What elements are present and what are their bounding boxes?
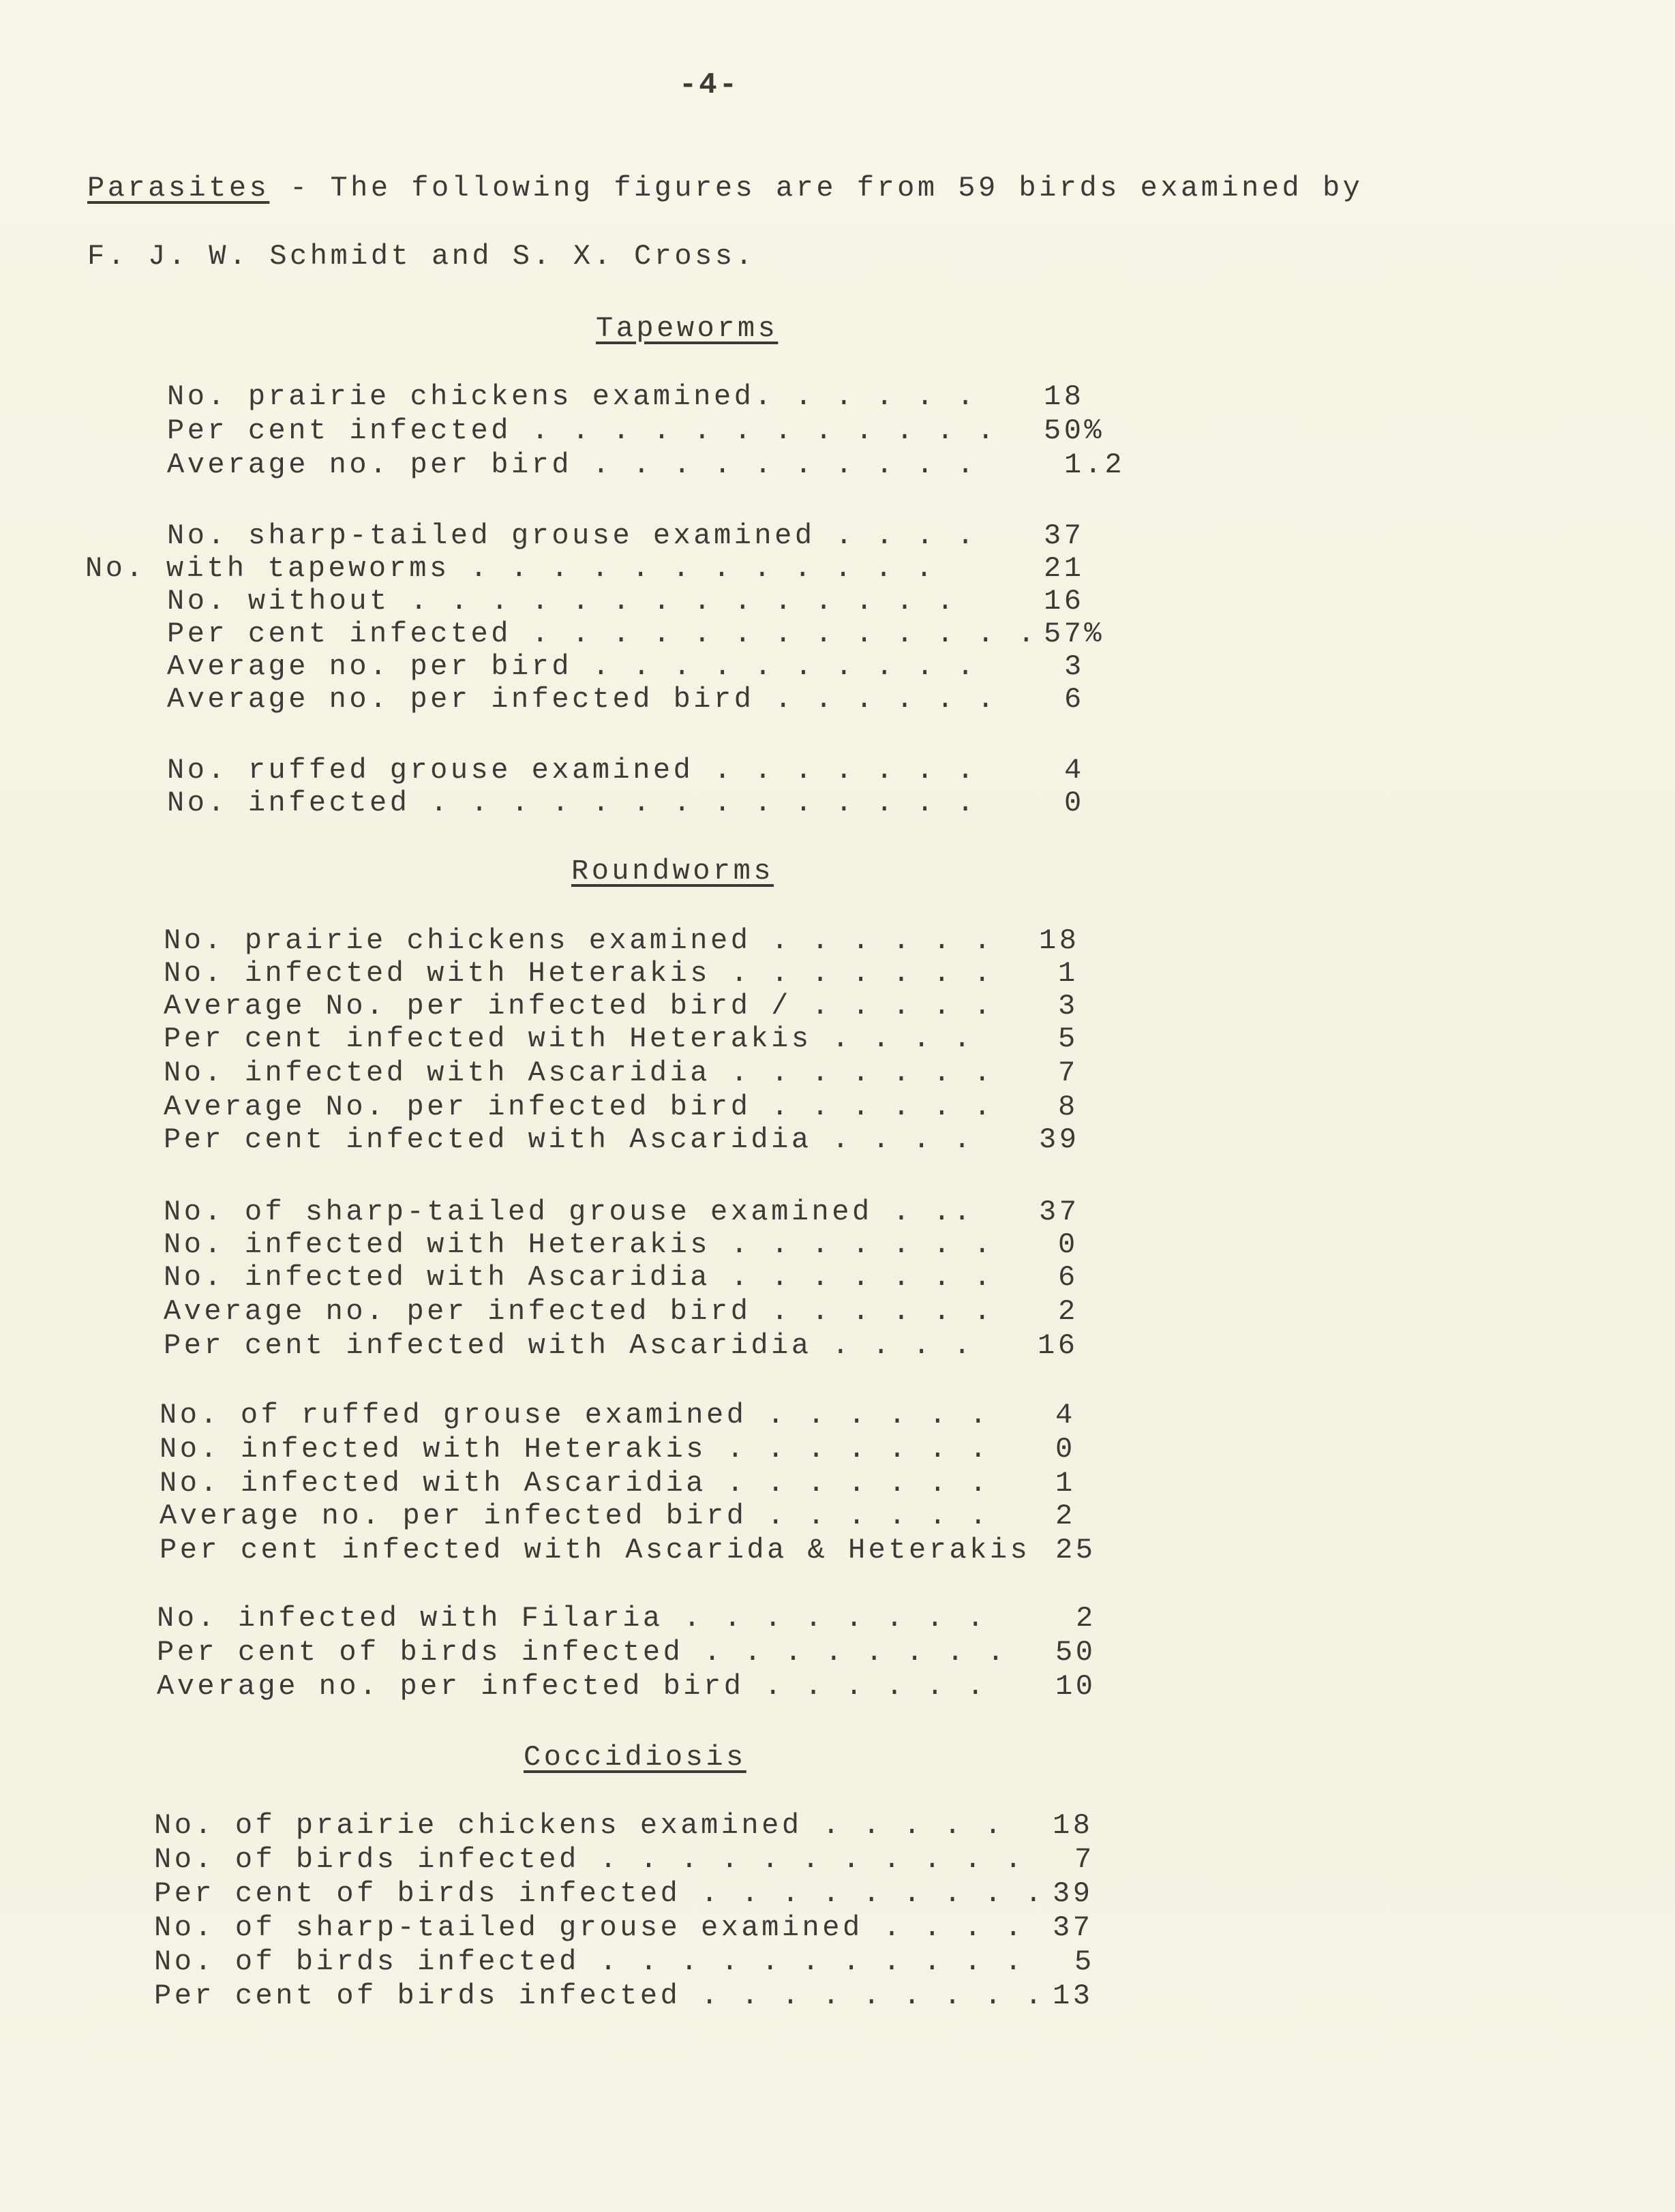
table-row — [164, 1057, 1118, 1089]
row-label: No. of ruffed grouse examined . . . . . . — [160, 1399, 990, 1431]
row-value: 0 — [1058, 1228, 1078, 1261]
row-value: 0 — [1055, 1433, 1076, 1466]
table-row — [167, 585, 1121, 618]
row-label: No. of birds infected . . . . . . . . . . . — [154, 1843, 1025, 1876]
table-row — [154, 1945, 1136, 1978]
table-row — [154, 1843, 1136, 1876]
table-row — [164, 1329, 1118, 1362]
row-value: 18 — [1053, 1809, 1093, 1842]
row-value: 39 — [1053, 1877, 1093, 1910]
row-label: Average No. per infected bird / . . . . . — [164, 990, 994, 1022]
row-value: 13 — [1053, 1980, 1093, 2012]
row-label: No. of sharp-tailed grouse examined . . . . — [154, 1911, 1025, 1944]
row-value: 6 — [1058, 1261, 1078, 1294]
table-row — [160, 1399, 1128, 1431]
table-row — [164, 990, 1118, 1022]
row-value: 37 — [1044, 519, 1085, 552]
row-label: No. infected with Filaria . . . . . . . . — [157, 1602, 987, 1635]
intro-line-2: F. J. W. Schmidt and S. X. Cross. — [87, 240, 756, 273]
row-value: 5 — [1074, 1945, 1095, 1978]
row-value: 50 — [1055, 1636, 1096, 1669]
row-label: No. infected with Heterakis . . . . . . . — [164, 1228, 994, 1261]
row-value: 8 — [1058, 1091, 1078, 1123]
row-value: 16 — [1038, 1329, 1078, 1362]
row-value: 10 — [1055, 1670, 1096, 1703]
row-label: Average no. per infected bird . . . . . . — [164, 1295, 994, 1328]
row-label: Per cent of birds infected . . . . . . . . — [157, 1636, 1008, 1669]
row-label: Per cent infected with Ascaridia . . . . — [164, 1123, 974, 1156]
table-row — [164, 1196, 1118, 1228]
row-value: 25 — [1055, 1534, 1096, 1566]
heading-coccidiosis: Coccidiosis — [524, 1741, 746, 1774]
row-value: 7 — [1074, 1843, 1095, 1876]
row-label: No. of prairie chickens examined . . . . . — [154, 1809, 1005, 1842]
table-row — [167, 414, 1121, 447]
row-label: No. prairie chickens examined. . . . . . — [167, 380, 978, 413]
row-value: 2 — [1055, 1500, 1076, 1532]
heading-roundworms: Roundworms — [571, 855, 774, 888]
row-label: No. infected with Ascaridia . . . . . . . — [160, 1467, 990, 1500]
table-row — [164, 1228, 1118, 1261]
row-value: 1.2 — [1064, 449, 1126, 481]
row-value: 1 — [1058, 957, 1078, 990]
row-label: No. infected with Ascaridia . . . . . . . — [164, 1261, 994, 1294]
row-label: No. infected with Heterakis . . . . . . . — [160, 1433, 990, 1466]
row-label: Per cent infected . . . . . . . . . . . . — [167, 414, 997, 447]
row-label: Average no. per bird . . . . . . . . . . — [167, 650, 978, 683]
table-row — [167, 618, 1121, 650]
page-number: -4- — [678, 68, 740, 102]
intro-line-1 — [87, 172, 1363, 204]
row-label: Average no. per infected bird . . . . . . — [157, 1670, 987, 1703]
row-label: No. of sharp-tailed grouse examined . .. — [164, 1196, 974, 1228]
row-label: No. without . . . . . . . . . . . . . . — [167, 585, 957, 618]
heading-tapeworms: Tapeworms — [596, 312, 779, 345]
intro-text: - The following figures are from 59 birds examined by — [269, 172, 1363, 204]
row-value: 4 — [1064, 754, 1085, 787]
row-value: 0 — [1064, 787, 1085, 819]
table-row — [160, 1467, 1128, 1500]
table-row — [154, 1877, 1136, 1910]
table-row — [167, 683, 1121, 716]
table-row — [164, 1295, 1118, 1328]
row-value: 39 — [1039, 1123, 1080, 1156]
row-label: Average no. per bird . . . . . . . . . . — [167, 449, 978, 481]
row-label: Average no. per infected bird . . . . . . — [160, 1500, 990, 1532]
table-row — [157, 1670, 1132, 1703]
table-row — [167, 449, 1126, 481]
table-row — [167, 650, 1121, 683]
table-row — [164, 1123, 1118, 1156]
table-row — [167, 754, 1121, 787]
row-value: 18 — [1044, 380, 1085, 413]
row-label: No. of birds infected . . . . . . . . . . . — [154, 1945, 1025, 1978]
row-value: 50% — [1044, 414, 1105, 447]
row-value: 7 — [1058, 1057, 1078, 1089]
table-row — [167, 519, 1121, 552]
table-row — [154, 1809, 1136, 1842]
row-value: 2 — [1076, 1602, 1096, 1635]
row-label: Per cent infected . . . . . . . . . . . . . — [167, 618, 1038, 650]
row-value: 6 — [1064, 683, 1085, 716]
row-value: 1 — [1055, 1467, 1076, 1500]
row-label: Per cent infected with Ascaridia . . . . — [164, 1329, 974, 1362]
row-label: No. infected . . . . . . . . . . . . . . — [167, 787, 978, 819]
table-row — [160, 1534, 1128, 1566]
table-row — [164, 1022, 1118, 1055]
section-heading-parasites: Parasites — [87, 172, 270, 204]
table-row — [164, 957, 1118, 990]
row-label: No. infected with Ascaridia . . . . . . . — [164, 1057, 994, 1089]
table-row — [85, 552, 1121, 585]
row-value: 3 — [1058, 990, 1078, 1022]
row-label: Average no. per infected bird . . . . . . — [167, 683, 997, 716]
row-value: 18 — [1039, 924, 1080, 957]
row-label: Per cent of birds infected . . . . . . . . . — [154, 1980, 1045, 2012]
row-label: No. with tapeworms . . . . . . . . . . . . — [85, 552, 936, 585]
table-row — [164, 924, 1118, 957]
row-value: 37 — [1039, 1196, 1080, 1228]
row-value: 16 — [1044, 585, 1085, 618]
row-value: 5 — [1058, 1022, 1078, 1055]
row-label: No. sharp-tailed grouse examined . . . . — [167, 519, 978, 552]
table-row — [167, 787, 1121, 819]
table-row — [160, 1433, 1128, 1466]
row-value: 2 — [1058, 1295, 1078, 1328]
table-row — [154, 1980, 1136, 2012]
table-row — [157, 1602, 1132, 1635]
row-label: No. prairie chickens examined . . . . . . — [164, 924, 994, 957]
row-label: Per cent of birds infected . . . . . . . . . — [154, 1877, 1045, 1910]
table-row — [154, 1911, 1136, 1944]
row-label: Average No. per infected bird . . . . . . — [164, 1091, 994, 1123]
row-label: Per cent infected with Ascarida & Heterakis — [160, 1534, 1031, 1566]
table-row — [157, 1636, 1132, 1669]
table-row — [164, 1091, 1118, 1123]
row-label: No. ruffed grouse examined . . . . . . . — [167, 754, 978, 787]
row-label: Per cent infected with Heterakis . . . . — [164, 1022, 974, 1055]
table-row — [164, 1261, 1118, 1294]
row-value: 3 — [1064, 650, 1085, 683]
row-label: No. infected with Heterakis . . . . . . . — [164, 957, 994, 990]
row-value: 4 — [1055, 1399, 1076, 1431]
row-value: 37 — [1053, 1911, 1093, 1944]
row-value: 57% — [1044, 618, 1105, 650]
row-value: 21 — [1044, 552, 1085, 585]
table-row — [167, 380, 1121, 413]
table-row — [160, 1500, 1128, 1532]
